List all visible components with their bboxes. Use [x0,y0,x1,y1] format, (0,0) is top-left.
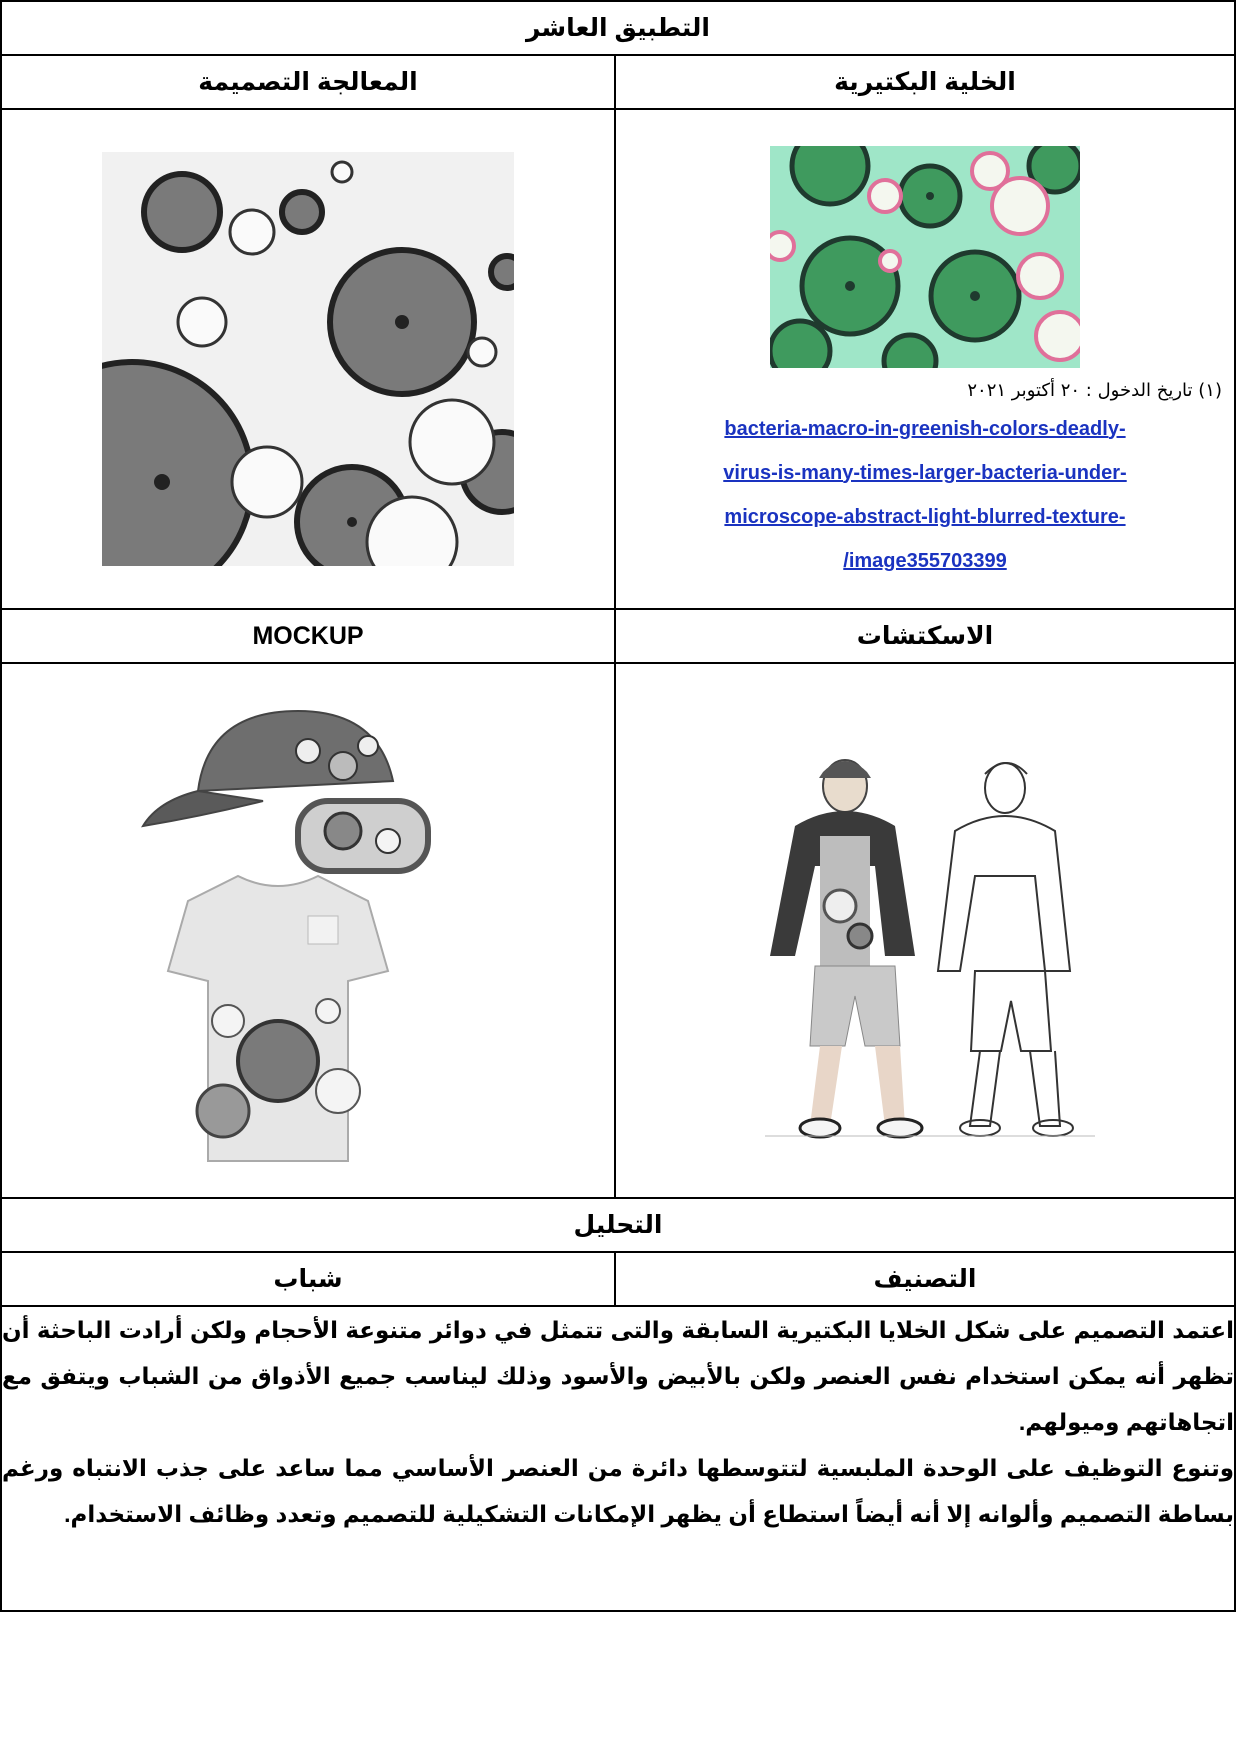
header-design-treatment: المعالجة التصميمة [1,55,615,109]
header-mockup: MOCKUP [1,609,615,663]
fashion-sketch-illustration [735,716,1115,1146]
bacteria-photo [770,146,1080,368]
design-treatment-cell [1,109,615,609]
source-link-line[interactable]: microscope-abstract-light-blurred-texture- [724,505,1126,528]
grayscale-design-photo [102,152,514,566]
mask-icon [298,801,428,871]
table-title: التطبيق العاشر [1,1,1235,55]
access-date-caption: (١) تاريخ الدخول : ٢٠ أكتوبر ٢٠٢١ [967,379,1222,401]
header-sketches: الاسكتشات [615,609,1235,663]
mockup-cell [1,663,615,1198]
mockup-cap-mask-tshirt [128,691,488,1171]
analysis-paragraph: وتنوع التوظيف على الوحدة الملبسية لتتوسطها دائرة من العنصر الأساسي مما ساعد على جذب الانتباه ورغم بساطة التصميم وألوانه إلا أنه أيضاً استطاع أن يظهر الإمكانات التشكيلية للتصميم وتعدد وظائف الاستخدام. [2,1455,1234,1527]
source-link-line[interactable]: /image355703399 [843,549,1007,572]
header-analysis: التحليل [1,1198,1235,1252]
source-link[interactable] [616,407,1234,583]
header-bacterial-cell: الخلية البكتيرية [615,55,1235,109]
header-classification: التصنيف [615,1252,1235,1306]
source-link-line[interactable]: virus-is-many-times-larger-bacteria-under- [723,461,1127,484]
sketches-cell [615,663,1235,1198]
classification-value: شباب [1,1252,615,1306]
analysis-text-cell [1,1306,1235,1611]
bacteria-cell [615,109,1235,609]
analysis-paragraph: اعتمد التصميم على شكل الخلايا البكتيرية السابقة والتى تتمثل في دوائر متنوعة الأحجام ولكن أرادت الباحثة أن تظهر أنه يمكن استخدام نفس العنصر ولكن بالأبيض والأسود وذلك ليناسب جميع الأذواق من الشباب ويتفق مع اتجاهاتهم وميولهم. [2,1317,1234,1435]
source-link-line[interactable]: bacteria-macro-in-greenish-colors-deadly- [724,417,1126,440]
